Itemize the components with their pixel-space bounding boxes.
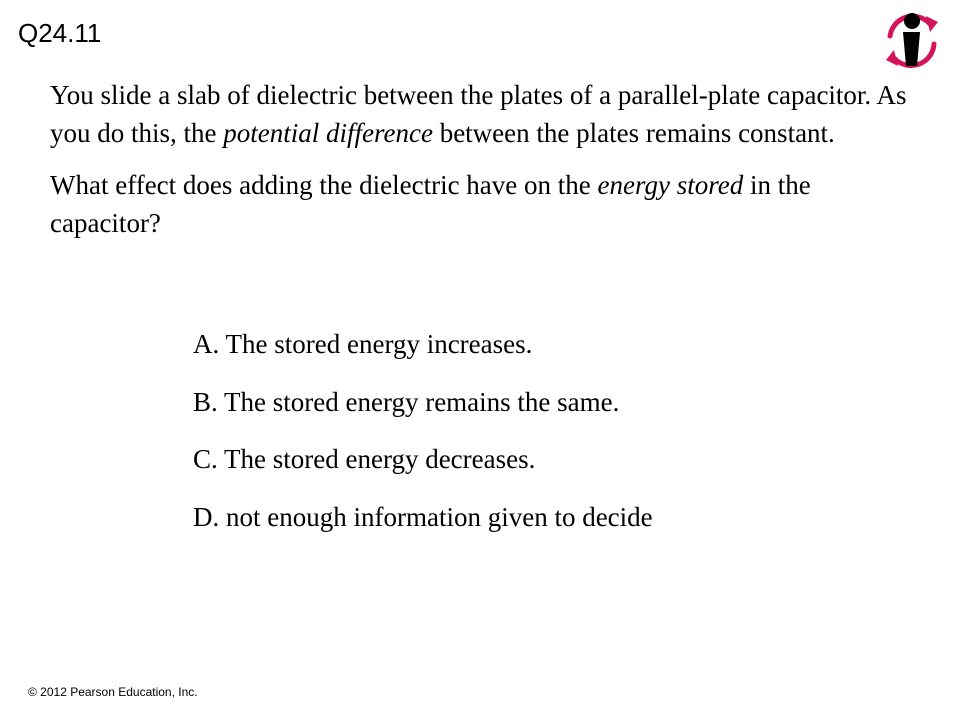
question-paragraph-2-start: What effect does adding the dielectric have on the xyxy=(50,170,598,200)
choice-b: B. The stored energy remains the same. xyxy=(193,386,620,417)
choice-c: C. The stored energy decreases. xyxy=(193,444,536,474)
answer-choices xyxy=(193,325,653,555)
choice-d: D. not enough information given to decide xyxy=(193,501,653,532)
emphasis-energy-stored: energy stored xyxy=(597,170,744,200)
question-paragraph-1-end: between the plates remains constant. xyxy=(432,118,835,148)
question-paragraph-2 xyxy=(50,166,920,242)
question-paragraph-2-end: in the capacitor? xyxy=(50,170,811,238)
i-clicker-logo-graphic xyxy=(876,10,946,72)
choice-a: A. The stored energy increases. xyxy=(193,329,533,359)
logo-stem xyxy=(903,32,920,66)
copyright-notice: © 2012 Pearson Education, Inc. xyxy=(28,685,198,699)
logo-dot xyxy=(904,13,920,29)
i-clicker-logo-icon xyxy=(876,10,946,72)
slide-number: Q24.11 xyxy=(18,18,102,48)
question-paragraph-1 xyxy=(50,76,920,152)
question-paragraph-1-start: You slide a slab of dielectric between the plates of a parallel-plate capacitor. As you do this, the xyxy=(50,80,907,148)
emphasis-potential-difference: potential difference xyxy=(223,118,433,148)
question-text xyxy=(50,76,920,242)
